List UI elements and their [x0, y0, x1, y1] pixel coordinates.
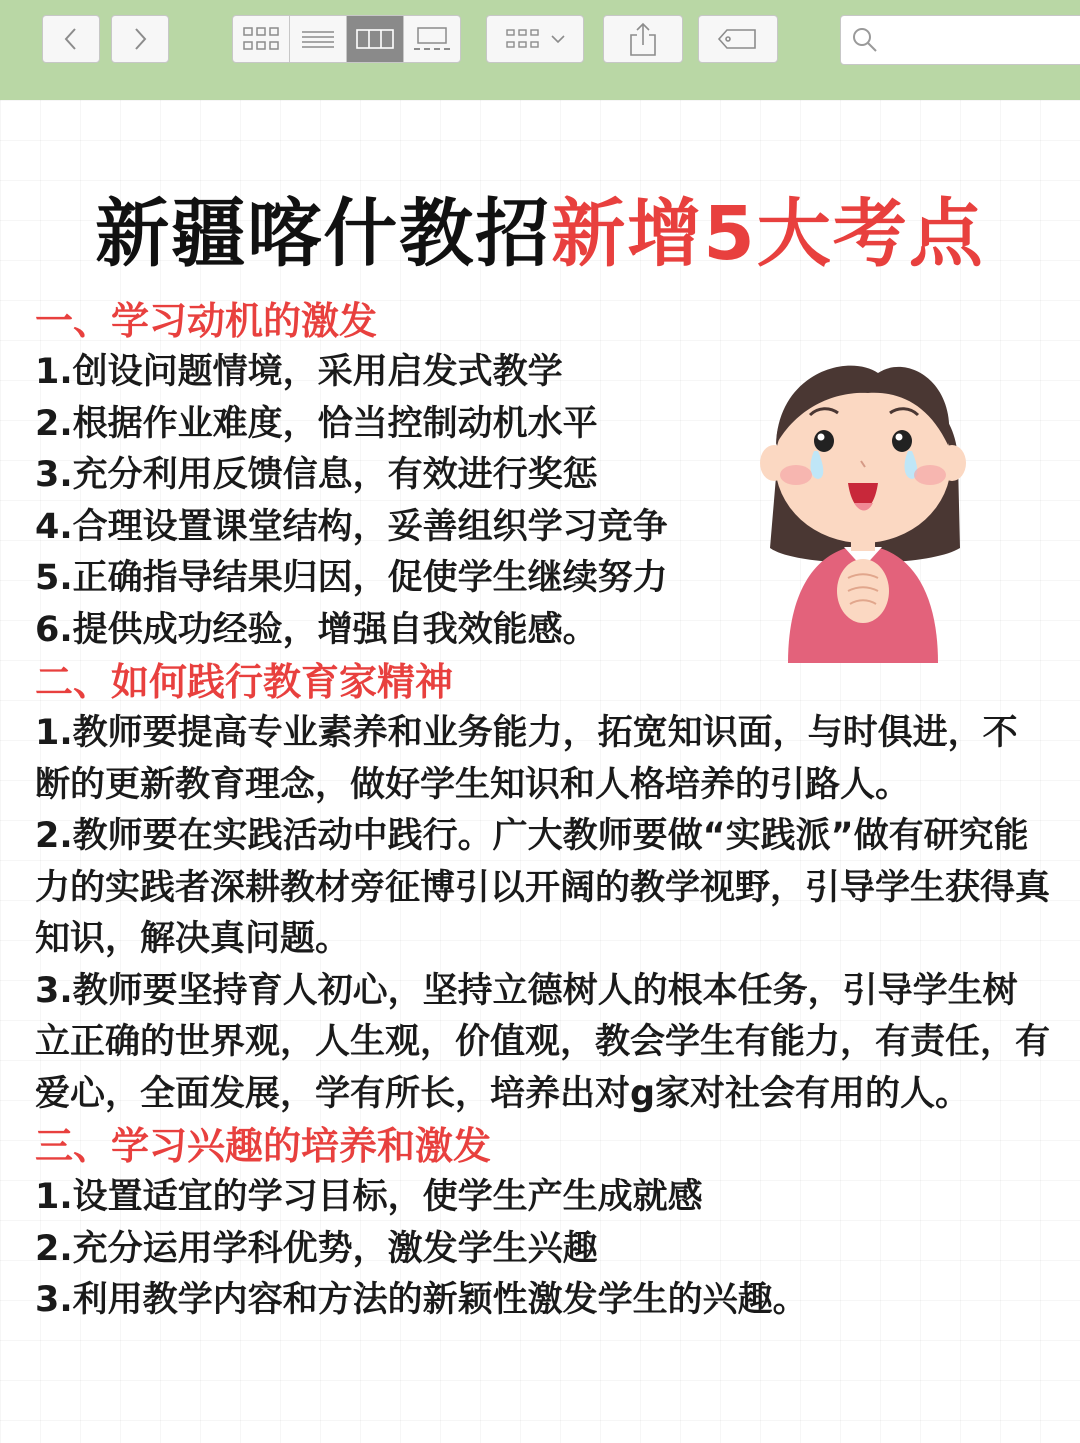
list-view-button[interactable]: [290, 16, 347, 62]
list-item: 3.充分利用反馈信息，有效进行奖惩: [35, 455, 598, 495]
icon-view-button[interactable]: [233, 16, 290, 62]
tag-icon: [717, 26, 759, 52]
chevron-right-icon: [130, 26, 150, 52]
section-heading: 三、学习兴趣的培养和激发: [35, 1124, 492, 1168]
list-item: 1.创设问题情境，采用启发式教学: [35, 352, 563, 392]
gallery-view-button[interactable]: [404, 16, 460, 62]
note-page: [0, 100, 1080, 1443]
note-title: [0, 175, 1080, 281]
columns-icon: [355, 27, 395, 51]
list-item: 2.根据作业难度，恰当控制动机水平: [35, 403, 598, 444]
section-heading: 一、学习动机的激发: [35, 299, 378, 343]
search-icon: [851, 26, 879, 54]
group-by-icon: [504, 26, 544, 52]
search-input[interactable]: [887, 29, 1080, 52]
section-1: [35, 295, 1050, 656]
search-field[interactable]: [840, 15, 1080, 65]
list-item: 3.利用教学内容和方法的新颖性激发学生的兴趣。: [35, 1280, 808, 1320]
list-item: 3.教师要坚持育人初心，坚持立德树人的根本任务，引导学生树立正确的世界观，人生观，价值观，教会学生有能力，有责任，有爱心，全面发展，学有所长，培养出对g家对社会有用的人。: [35, 970, 1051, 1114]
forward-button[interactable]: [111, 15, 169, 63]
chevron-left-icon: [61, 26, 81, 52]
share-button[interactable]: [603, 15, 683, 63]
back-button[interactable]: [42, 15, 100, 63]
gallery-icon: [412, 26, 452, 52]
title-part-black: 新疆喀什教招: [95, 191, 552, 277]
note-body: [35, 295, 1050, 1327]
list-item: 2.教师要在实践活动中践行。广大教师要做“实践派”做有研究能力的实践者深耕教材旁征博引以开阔的教学视野，引导学生获得真知识，解决真问题。: [35, 816, 1051, 959]
list-item: 6.提供成功经验，增强自我效能感。: [35, 609, 598, 650]
chevron-down-icon: [550, 33, 566, 45]
column-view-button[interactable]: [347, 16, 404, 62]
list-item: 1.教师要提高专业素养和业务能力，拓宽知识面，与时俱进，不断的更新教育理念，做好学生知识和人格培养的引路人。: [35, 713, 1018, 805]
group-by-button[interactable]: [486, 15, 584, 63]
grid-icon: [241, 25, 281, 53]
list-item: 1.设置适宜的学习目标，使学生产生成就感: [35, 1177, 703, 1217]
list-item: 2.充分运用学科优势，激发学生兴趣: [35, 1228, 598, 1269]
list-item: 4.合理设置课堂结构，妥善组织学习竞争: [35, 506, 668, 547]
toolbar: [0, 0, 1080, 100]
share-icon: [628, 21, 658, 57]
tag-button[interactable]: [698, 15, 778, 63]
list-icon: [300, 26, 336, 52]
section-2: [35, 656, 1050, 1120]
section-heading: 二、如何践行教育家精神: [35, 660, 454, 704]
title-part-red: 新增5大考点: [551, 191, 985, 277]
section-3: [35, 1120, 1050, 1327]
view-mode-selector: [232, 15, 461, 63]
list-item: 5.正确指导结果归因，促使学生继续努力: [35, 558, 668, 598]
